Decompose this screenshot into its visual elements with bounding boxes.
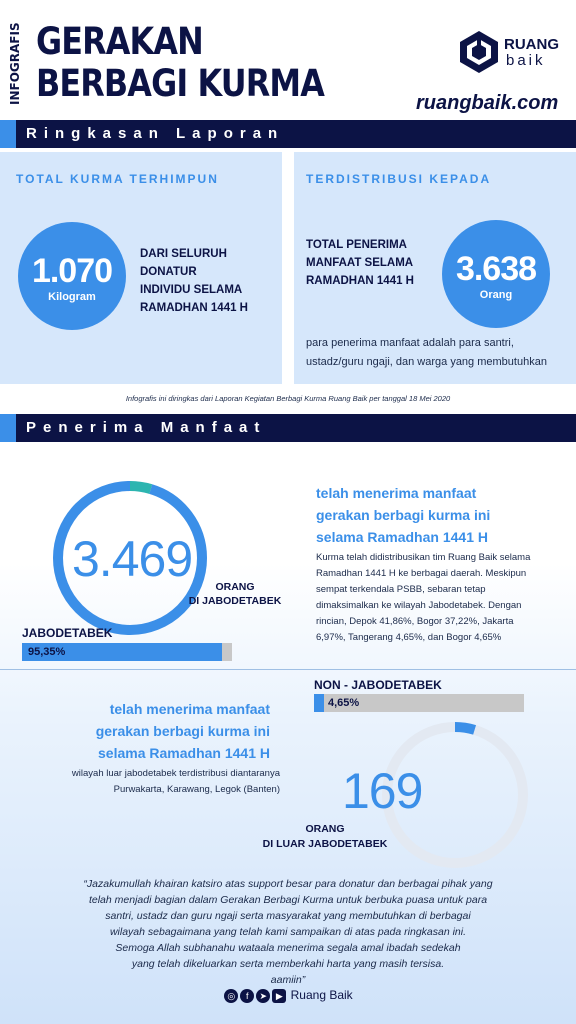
total-kurma-description: DARI SELURUH DONATUR INDIVIDU SELAMA RAMADHAN 1441 H [140, 248, 248, 314]
closing-quote: “Jazakumullah khairan katsiro atas support besar para donatur dan berbagai pihak yang telah menjadi bagian dalam Gerakan Berbagi Kurma untuk berbuka puasa untuk para santri, ustadz dan guru ngaji serta masyarakat yang membutuhkan di berbagai wilayah sebagaimana yang telah kami sampaikan di atas pada ringkasan ini. Semoga Allah subhanahu wataala menerima segala amal ibadah sedekah yang telah dikeluarkan serta memberkahi harta yang masih tersisa. aamiin” [83, 878, 493, 986]
non-jabodetabek-number: 169 [342, 763, 423, 819]
jabodetabek-unit: ORANG DI JABODETABEK [188, 581, 282, 607]
non-jabodetabek-body: wilayah luar jabodetabek terdistribusi diantaranya Purwakarta, Karawang, Legok (Banten) [71, 768, 280, 795]
jabodetabek-progress-fill [22, 643, 222, 661]
jabodetabek-progress-track [22, 643, 232, 661]
instagram-icon[interactable]: ◎ [224, 989, 238, 1003]
title-line-2: BERBAGI KURMA [36, 62, 324, 105]
jabodetabek-region-label: JABODETABEK [22, 626, 113, 640]
terdistribusi-description: TOTAL PENERIMA MANFAAT SELAMA RAMADHAN 1441 H [306, 239, 414, 287]
telegram-icon[interactable]: ➤ [256, 989, 270, 1003]
title-line-1: GERAKAN [36, 20, 203, 63]
non-jabodetabek-headline: telah menerima manfaat gerakan berbagi kurma ini selama Ramadhan 1441 H [95, 701, 270, 761]
jabodetabek-body: Kurma telah didistribusikan tim Ruang Baik selama Ramadhan 1441 H ke berbagai daerah. Meskipun sempat terkendala PSBB, sebaran tetap dimaksimalkan ke wilayah Jabodetabek. Dengan rincian, Depok 41,86%, Bogor 37,22%, Jakarta 6,97%, Tangerang 4,65%, dan Bogor 4,65% [316, 552, 531, 643]
youtube-icon[interactable]: ▶ [272, 989, 286, 1003]
terdistribusi-circle [442, 220, 550, 328]
jabodetabek-percent: 95,35% [28, 646, 66, 658]
penerima-bar-accent [0, 414, 16, 442]
report-footnote: Infografis ini diringkas dari Laporan Kegiatan Berbagi Kurma Ruang Baik per tanggal 18 Mei 2020 [125, 394, 451, 403]
infografis-side-label: INFOGRAFIS [8, 22, 22, 106]
jabodetabek-headline: telah menerima manfaat gerakan berbagi kurma ini selama Ramadhan 1441 H [316, 485, 491, 545]
website-link[interactable]: ruangbaik.com [416, 92, 559, 114]
section-divider [0, 669, 576, 670]
facebook-icon[interactable]: f [240, 989, 254, 1003]
ruang-baik-logo-icon [458, 30, 500, 74]
non-jabodetabek-unit: ORANG DI LUAR JABODETABEK [262, 823, 388, 850]
terdistribusi-note: para penerima manfaat adalah para santri, ustadz/guru ngaji, dan warga yang membutuhkan [306, 337, 547, 368]
logo-word-baik: baik [506, 52, 546, 69]
ringkasan-section-title: Ringkasan Laporan [26, 125, 285, 142]
non-jabodetabek-progress-track [314, 694, 524, 712]
ringkasan-bar-accent [0, 120, 16, 148]
total-kurma-circle [18, 222, 126, 330]
jabodetabek-number: 3.469 [72, 531, 193, 587]
total-kurma-unit: Kilogram [48, 291, 96, 303]
total-kurma-number: 1.070 [31, 252, 113, 290]
terdistribusi-number: 3.638 [455, 250, 537, 288]
social-footer [0, 988, 576, 1003]
social-handle: Ruang Baik [290, 988, 353, 1002]
terdistribusi-label: TERDISTRIBUSI KEPADA [306, 172, 492, 186]
terdistribusi-unit: Orang [479, 289, 513, 301]
total-kurma-label: TOTAL KURMA TERHIMPUN [16, 172, 219, 186]
penerima-section-title: Penerima Manfaat [26, 419, 267, 436]
logo-word-ruang: RUANG [504, 36, 559, 53]
non-jabodetabek-percent: 4,65% [328, 697, 360, 709]
non-jabodetabek-region-label: NON - JABODETABEK [314, 678, 442, 692]
